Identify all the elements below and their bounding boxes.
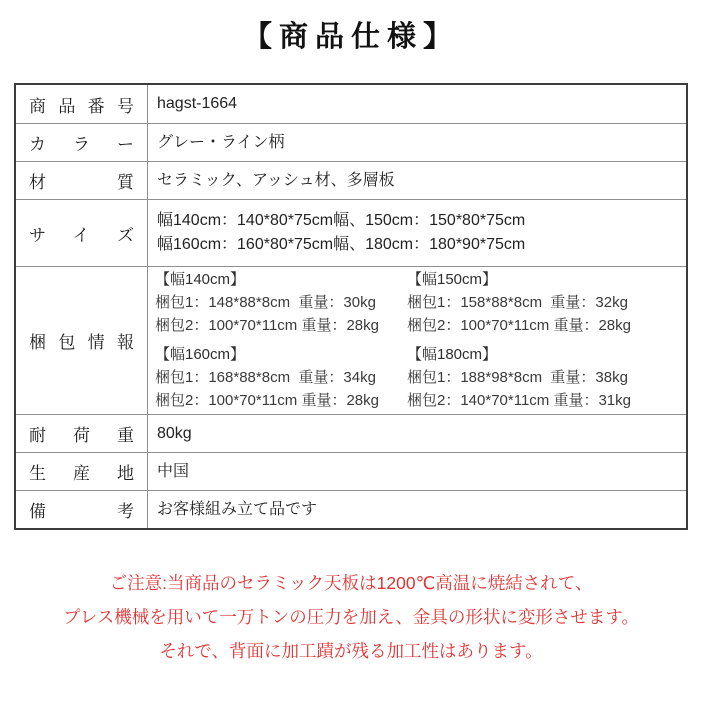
page-title: 【商品仕様】	[242, 21, 459, 53]
row-value	[148, 453, 686, 490]
packing-line: 梱包1：188*98*8cm 重量：38kg	[407, 369, 628, 386]
packing-grid	[148, 267, 686, 414]
caution-notice	[0, 566, 702, 668]
size-line-1: 幅140cm：140*80*75cm幅、150cm：150*80*75cm	[157, 212, 526, 229]
packing-heading: 【幅160cm】	[155, 346, 246, 363]
row-value-text: セラミック、アッシュ材、多層板	[157, 171, 395, 189]
row-label	[16, 85, 148, 123]
notice-line-2: プレス機械を用いて一万トンの圧力を加え、金具の形状に変形させます。	[63, 607, 639, 627]
row-label	[16, 124, 148, 161]
packing-block-180	[407, 344, 686, 412]
packing-block-160	[155, 344, 407, 412]
row-value-text: 80kg	[157, 424, 192, 442]
row-label-text: サイズ	[29, 225, 134, 245]
table-row-material	[16, 161, 686, 199]
packing-block-150	[407, 269, 686, 337]
row-value-text: hagst-1664	[157, 95, 238, 112]
row-label-text: 梱包情報	[29, 333, 134, 352]
row-label-text: 生産地	[29, 464, 134, 483]
packing-heading: 【幅180cm】	[407, 346, 498, 363]
table-row-remarks	[16, 490, 686, 528]
row-value	[148, 491, 686, 528]
row-value	[148, 162, 686, 199]
row-label	[16, 267, 148, 414]
packing-line: 梱包2：100*70*11cm 重量：28kg	[155, 392, 379, 409]
row-label	[16, 453, 148, 490]
row-label-text: 備考	[29, 502, 134, 521]
table-row-color	[16, 123, 686, 161]
row-label-text: 商品番号	[29, 96, 134, 116]
packing-line: 梱包1：158*88*8cm 重量：32kg	[407, 294, 628, 311]
table-row-load-capacity	[16, 414, 686, 452]
table-row-size	[16, 199, 686, 266]
row-value	[148, 85, 686, 123]
spec-table	[14, 83, 688, 530]
row-label	[16, 200, 148, 266]
notice-line-3: それで、背面に加工蹟が残る加工性はあります。	[159, 641, 543, 661]
packing-heading: 【幅150cm】	[407, 271, 498, 288]
table-row-origin	[16, 452, 686, 490]
packing-line: 梱包2：100*70*11cm 重量：28kg	[407, 317, 631, 334]
row-value	[148, 415, 686, 452]
row-label-text: 耐荷重	[29, 426, 134, 445]
row-value	[148, 200, 686, 266]
packing-heading: 【幅140cm】	[155, 271, 246, 288]
table-row-packing	[16, 266, 686, 414]
packing-block-140	[155, 269, 407, 337]
packing-line: 梱包1：168*88*8cm 重量：34kg	[155, 369, 376, 386]
packing-line: 梱包2：100*70*11cm 重量：28kg	[155, 317, 379, 334]
row-label	[16, 415, 148, 452]
table-row-item-number	[16, 85, 686, 123]
row-value	[148, 124, 686, 161]
packing-line: 梱包1：148*88*8cm 重量：30kg	[155, 294, 376, 311]
row-label-text: 材質	[29, 173, 134, 192]
row-label	[16, 162, 148, 199]
notice-line-1: ご注意:当商品のセラミック天板は1200℃高温に焼結されて、	[109, 573, 593, 593]
row-value-text: お客様組み立て品です	[157, 500, 318, 518]
row-value-text: グレー・ライン柄	[157, 133, 285, 151]
row-label	[16, 491, 148, 528]
row-label-text: カラー	[29, 135, 134, 154]
size-line-2: 幅160cm：160*80*75cm幅、180cm：180*90*75cm	[157, 236, 526, 253]
packing-line: 梱包2：140*70*11cm 重量：31kg	[407, 392, 631, 409]
row-value-text: 中国	[157, 462, 190, 480]
